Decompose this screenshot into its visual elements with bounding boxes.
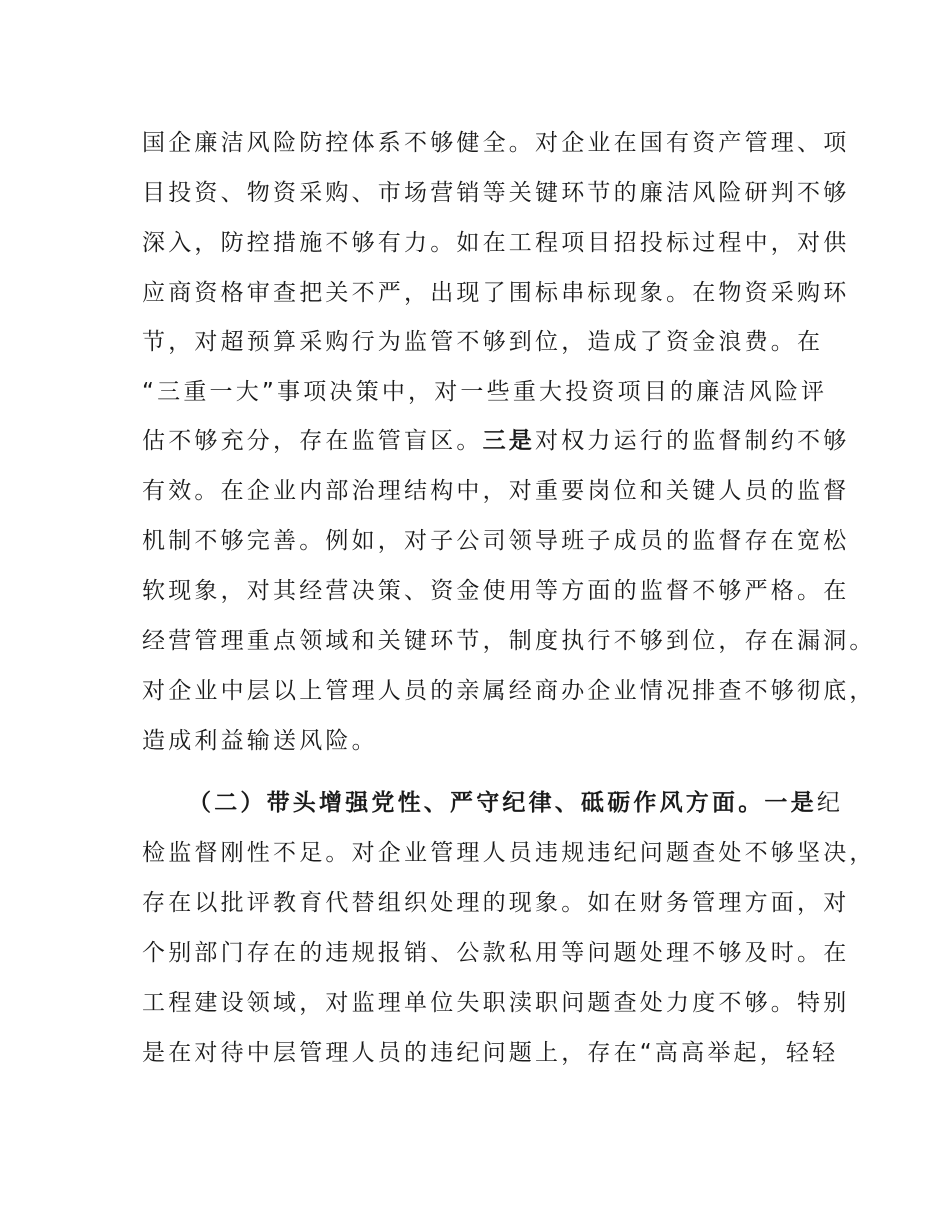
text-line: 应商资格审查把关不严，出现了围标串标现象。在物资采购环 (142, 280, 850, 306)
text-line: 对企业中层以上管理人员的亲属经商办企业情况排查不够彻底， (142, 678, 876, 704)
text-segment: 纪 (816, 790, 844, 816)
text-line: “三重一大”事项决策中，对一些重大投资项目的廉洁风险评 (142, 379, 828, 405)
text-line: 国企廉洁风险防控体系不够健全。对企业在国有资产管理、项 (142, 130, 850, 156)
section-heading-line (188, 788, 843, 818)
text-segment: 对权力运行的监督制约不够 (535, 428, 850, 454)
section-heading: （二）带头增强党性、严守纪律、砥砺作风方面。一是 (188, 790, 817, 816)
text-line: 个别部门存在的违规报销、公款私用等问题处理不够及时。在 (142, 940, 850, 966)
emphasis-san-shi: 三是 (482, 428, 536, 454)
text-segment: 估不够充分，存在监管盲区。 (142, 428, 483, 454)
text-line: 经营管理重点领域和关键环节，制度执行不够到位，存在漏洞。 (142, 628, 876, 654)
text-line: 节，对超预算采购行为监管不够到位，造成了资金浪费。在 (142, 329, 824, 355)
text-line: 检监督刚性不足。对企业管理人员违规违纪问题查处不够坚决， (142, 840, 876, 866)
text-line: 有效。在企业内部治理结构中，对重要岗位和关键人员的监督 (142, 478, 850, 504)
text-line: 是在对待中层管理人员的违纪问题上，存在“高高举起，轻轻 (142, 1040, 839, 1066)
text-line: 存在以批评教育代替组织处理的现象。如在财务管理方面，对 (142, 890, 850, 916)
text-line: 深入，防控措施不够有力。如在工程项目招投标过程中，对供 (142, 230, 850, 256)
text-line: 机制不够完善。例如，对子公司领导班子成员的监督存在宽松 (142, 528, 850, 554)
text-line: 工程建设领域，对监理单位失职渎职问题查处力度不够。特别 (142, 990, 850, 1016)
text-line: 造成利益输送风险。 (142, 728, 378, 754)
text-line-mixed (142, 426, 849, 456)
text-line: 目投资、物资采购、市场营销等关键环节的廉洁风险研判不够 (142, 180, 850, 206)
text-line: 软现象，对其经营决策、资金使用等方面的监督不够严格。在 (142, 578, 850, 604)
